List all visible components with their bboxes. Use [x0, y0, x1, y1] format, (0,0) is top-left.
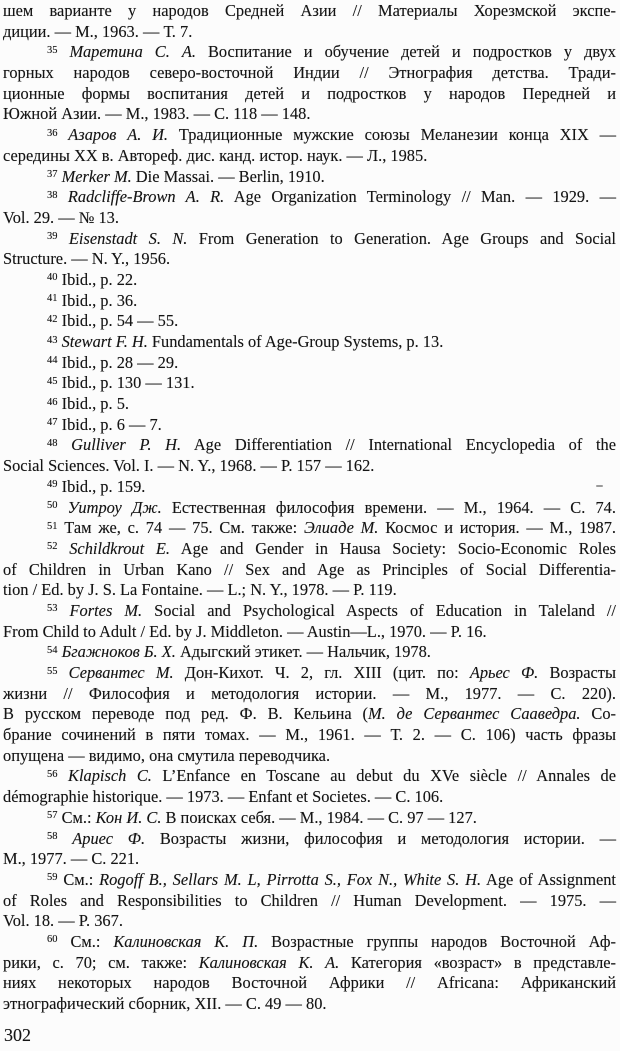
- reference-author: Fortes M.: [69, 600, 143, 620]
- reference-text: Ibid., p. 54 — 55.: [61, 311, 179, 331]
- reference-55-line-4: [3, 725, 616, 746]
- reference-text: брание сочинений в пяти томах. — М., 1961. — Т. 2. — С. 106) часть фразы: [3, 725, 616, 745]
- reference-35-line-2: [3, 63, 616, 84]
- reference-author: Калиновская К. П.: [113, 931, 259, 951]
- reference-38-line-1: 38 Radcliffe-Brown A. R. Age Organization Terminology // Man. — 1929. —: [47, 187, 616, 207]
- reference-text: В поисках себя. — М., 1984. — С. 97 — 127.: [161, 807, 477, 827]
- reference-text: démographie historique. — 1973. — Enfant et Societes. — С. 106.: [3, 787, 444, 807]
- reference-52-line-3: [3, 580, 616, 601]
- reference-39-line-1: 39 Eisenstadt S. N. From Generation to Generation. Age Groups and Social: [47, 228, 616, 248]
- reference-48-line-1: 48 Gulliver P. H. Age Differentiation // International Encyclopedia of the: [47, 435, 616, 455]
- reference-text: Age and Gender in Hausa Society: Socio-Economic Roles: [170, 538, 616, 558]
- reference-35-line-3: [3, 84, 616, 105]
- reference-text: Ibid., p. 6 — 7.: [61, 414, 162, 434]
- reference-author: Rogoff B., Sellars M. L, Pirrotta S., Fox N., White S. H.: [99, 869, 482, 889]
- reference-46-line-1: 46 Ibid., p. 5.: [47, 394, 129, 414]
- reference-text: ционные формы воспитания детей и подростков у народов Передней и: [3, 83, 616, 103]
- reference-author: Уитроу Дж.: [67, 497, 162, 517]
- reference-text: Традиционные мужские союзы Меланезии конца XIX —: [168, 125, 616, 145]
- reference-text: Возрастные группы народов Восточной Аф-: [258, 931, 616, 951]
- reference-42-line-1: 42 Ibid., p. 54 — 55.: [47, 311, 179, 331]
- reference-text: жизни // Философия и методология истории. — М., 1977. — С. 220).: [3, 683, 616, 703]
- reference-text: Ibid., p. 159.: [61, 476, 146, 496]
- reference-text: диции. — М., 1963. — Т. 7.: [3, 21, 193, 41]
- reference-text: From Child to Adult / Ed. by J. Middleton. — Austin—L., 1970. — P. 16.: [3, 621, 487, 641]
- reference-text: Ibid., p. 5.: [61, 394, 129, 414]
- reference-59-line-1: 59 См.: Rogoff B., Sellars M. L, Pirrotta S., Fox N., White S. H. Age of Assignment: [47, 869, 616, 889]
- reference-text: of Roles and Responsibilities to Children // Human Development. — 1975. —: [3, 890, 616, 910]
- reference-author: Schildkrout E.: [69, 538, 170, 558]
- reference-59-line-2: [3, 891, 616, 912]
- reference-52-line-1: 52 Schildkrout E. Age and Gender in Hausa Society: Socio-Economic Roles: [47, 538, 616, 558]
- reference-36-line-1: 36 Азаров А. И. Традиционные мужские союзы Меланезии конца XIX —: [47, 125, 616, 145]
- references-list: [3, 1, 616, 1015]
- reference-author: Stewart F. H.: [61, 332, 148, 351]
- reference-author: Сервантес М.: [68, 663, 174, 682]
- continuation-line-2: [3, 22, 616, 43]
- scan-artifact: [596, 485, 603, 487]
- reference-60-line-2: [3, 953, 616, 974]
- reference-text: Die Massai. — Berlin, 1910.: [131, 166, 325, 186]
- continuation-line-1: [3, 1, 616, 22]
- reference-text: Там же, с. 74 — 75. См. также:: [64, 518, 304, 538]
- reference-text: Космос и история. — М., 1987.: [378, 518, 616, 538]
- reference-text: середины XX в. Автореф. дис. канд. истор. наук. — Л., 1985.: [3, 145, 428, 165]
- reference-text: Воспитание и обучение детей и подростков у двух: [195, 42, 616, 62]
- reference-56-line-1: 56 Klapisch C. L’Enfance en Toscane au debut du XVe siècle // Annales de: [47, 766, 616, 786]
- reference-text: Vol. 18. — P. 367.: [3, 911, 123, 931]
- reference-text: Со-: [580, 704, 617, 724]
- reference-55-line-1: 55 Сервантес М. Дон-Кихот. Ч. 2, гл. XIII (цит. по: Арьес Ф. Возрасты: [47, 663, 616, 682]
- reference-text: From Generation to Generation. Age Groups and Social: [187, 228, 616, 248]
- reference-text: этнографический сборник, XII. — С. 49 — 80.: [3, 994, 327, 1013]
- reference-43-line-1: 43 Stewart F. H. Fundamentals of Age-Group Systems, p. 13.: [47, 332, 444, 351]
- reference-35-line-1: 35 Маретина С. А. Воспитание и обучение детей и подростков у двух: [47, 42, 616, 62]
- reference-text: Age Differentiation // International Encyclopedia of the: [181, 435, 616, 455]
- reference-58-line-1: 58 Ариес Ф. Возрасты жизни, философия и методология истории. —: [47, 828, 616, 848]
- reference-53-line-2: [3, 622, 616, 643]
- reference-text: of Children in Urban Kano // Sex and Age as Principles of Social Differentia-: [3, 559, 616, 579]
- reference-39-line-2: [3, 249, 616, 270]
- reference-author: Radcliffe-Brown A. R.: [67, 187, 225, 207]
- reference-text: tion / Ed. by J. S. La Fontaine. — L.; N. Y., 1978. — P. 119.: [3, 580, 397, 600]
- reference-text: Возрасты: [538, 663, 616, 682]
- reference-53-line-1: 53 Fortes M. Social and Psychological Aspects of Education in Taleland //: [47, 600, 616, 620]
- reference-44-line-1: 44 Ibid., p. 28 — 29.: [47, 352, 179, 372]
- reference-author: Gulliver P. H.: [71, 435, 182, 455]
- reference-author: Бгажноков Б. Х.: [61, 642, 176, 662]
- reference-55-line-2: [3, 684, 616, 705]
- reference-57-line-1: 57 См.: Кон И. С. В поисках себя. — М., 1984. — С. 97 — 127.: [47, 807, 477, 827]
- reference-author: Калиновская К. А.: [198, 952, 340, 972]
- reference-text: См.:: [63, 869, 100, 889]
- reference-author: Элиаде М.: [303, 518, 379, 538]
- reference-text: Ibid., p. 22.: [61, 269, 138, 289]
- reference-text: Structure. — N. Y., 1956.: [3, 249, 171, 269]
- reference-36-line-2: [3, 146, 616, 167]
- reference-text: Age Organization Terminology // Man. — 1929. —: [224, 187, 616, 207]
- reference-50-line-1: 50 Уитроу Дж. Естественная философия времени. — М., 1964. — С. 74.: [47, 497, 616, 517]
- reference-text: Ibid., p. 130 — 131.: [61, 373, 195, 393]
- reference-text: Южной Азии. — М., 1983. — С. 118 — 148.: [3, 104, 311, 124]
- reference-author: Merker M.: [61, 166, 132, 186]
- reference-35-line-4: [3, 104, 616, 125]
- reference-58-line-2: [3, 849, 616, 870]
- reference-51-line-1: 51 Там же, с. 74 — 75. См. также: Элиаде М. Космос и история. — М., 1987.: [47, 518, 616, 538]
- reference-author: Eisenstadt S. N.: [68, 228, 188, 248]
- reference-60-line-3: [3, 973, 616, 994]
- reference-56-line-2: [3, 787, 616, 808]
- reference-37-line-1: 37 Merker M. Die Massai. — Berlin, 1910.: [47, 166, 325, 186]
- reference-author: Арьес Ф.: [469, 663, 539, 682]
- reference-41-line-1: 41 Ibid., p. 36.: [47, 290, 138, 310]
- reference-text: Естественная философия времени. — М., 1964. — С. 74.: [161, 497, 616, 517]
- reference-text: Social Sciences. Vol. I. — N. Y., 1968. — P. 157 — 162.: [3, 456, 375, 476]
- reference-59-line-3: [3, 911, 616, 932]
- reference-text: Категория «возраст» в представле-: [339, 952, 616, 972]
- reference-author: М. де Сервантес Сааведра.: [368, 704, 581, 724]
- reference-60-line-1: 60 См.: Калиновская К. П. Возрастные группы народов Восточной Аф-: [47, 931, 616, 951]
- reference-text: См.:: [70, 931, 114, 951]
- reference-52-line-2: [3, 560, 616, 581]
- reference-author: Ариес Ф.: [72, 828, 146, 848]
- reference-text: горных народов северо-восточной Индии // Этнография детства. Тради-: [3, 63, 616, 83]
- reference-54-line-1: 54 Бгажноков Б. Х. Адыгский этикет. — Нальчик, 1978.: [47, 642, 431, 662]
- reference-text: рики, с. 70; см. также:: [3, 952, 199, 972]
- reference-text: Ibid., p. 28 — 29.: [61, 352, 179, 372]
- reference-47-line-1: 47 Ibid., p. 6 — 7.: [47, 414, 162, 434]
- reference-author: Кон И. С.: [95, 807, 162, 827]
- reference-text: ниях некоторых народов Восточной Африки // Africana: Африканский: [3, 973, 616, 993]
- reference-55-line-5: [3, 746, 616, 767]
- reference-45-line-1: 45 Ibid., p. 130 — 131.: [47, 373, 195, 393]
- reference-48-line-2: [3, 456, 616, 477]
- reference-55-line-3: [3, 704, 616, 725]
- reference-text: Vol. 29. — № 13.: [3, 207, 119, 227]
- reference-author: Klapisch C.: [68, 766, 152, 786]
- reference-text: Age of Assignment: [481, 869, 616, 889]
- reference-text: шем варианте у народов Средней Азии // Материалы Хорезмской экспе-: [3, 1, 616, 20]
- reference-text: Дон-Кихот. Ч. 2, гл. XIII (цит. по:: [173, 663, 470, 682]
- reference-text: Social and Psychological Aspects of Education in Taleland //: [142, 600, 616, 620]
- reference-text: В русском переводе под ред. Ф. В. Кельина (: [3, 704, 368, 724]
- reference-38-line-2: [3, 208, 616, 229]
- reference-text: опущена — видимо, она смутила переводчика.: [3, 745, 331, 765]
- reference-text: L’Enfance en Toscane au debut du XVe siècle // Annales de: [151, 766, 616, 786]
- reference-text: Адыгский этикет. — Нальчик, 1978.: [175, 642, 431, 662]
- reference-text: Fundamentals of Age-Group Systems, p. 13.: [147, 332, 444, 351]
- reference-40-line-1: 40 Ibid., p. 22.: [47, 269, 138, 289]
- reference-text: Возрасты жизни, философия и методология истории. —: [145, 828, 616, 848]
- reference-author: Азаров А. И.: [68, 125, 169, 145]
- reference-text: Ibid., p. 36.: [61, 290, 138, 310]
- reference-author: Маретина С. А.: [69, 42, 196, 62]
- reference-60-line-4: [3, 994, 616, 1015]
- page-number: 302: [4, 1025, 31, 1045]
- reference-text: См.:: [61, 807, 96, 827]
- reference-text: М., 1977. — С. 221.: [3, 849, 140, 869]
- reference-49-line-1: 49 Ibid., p. 159.: [47, 476, 146, 496]
